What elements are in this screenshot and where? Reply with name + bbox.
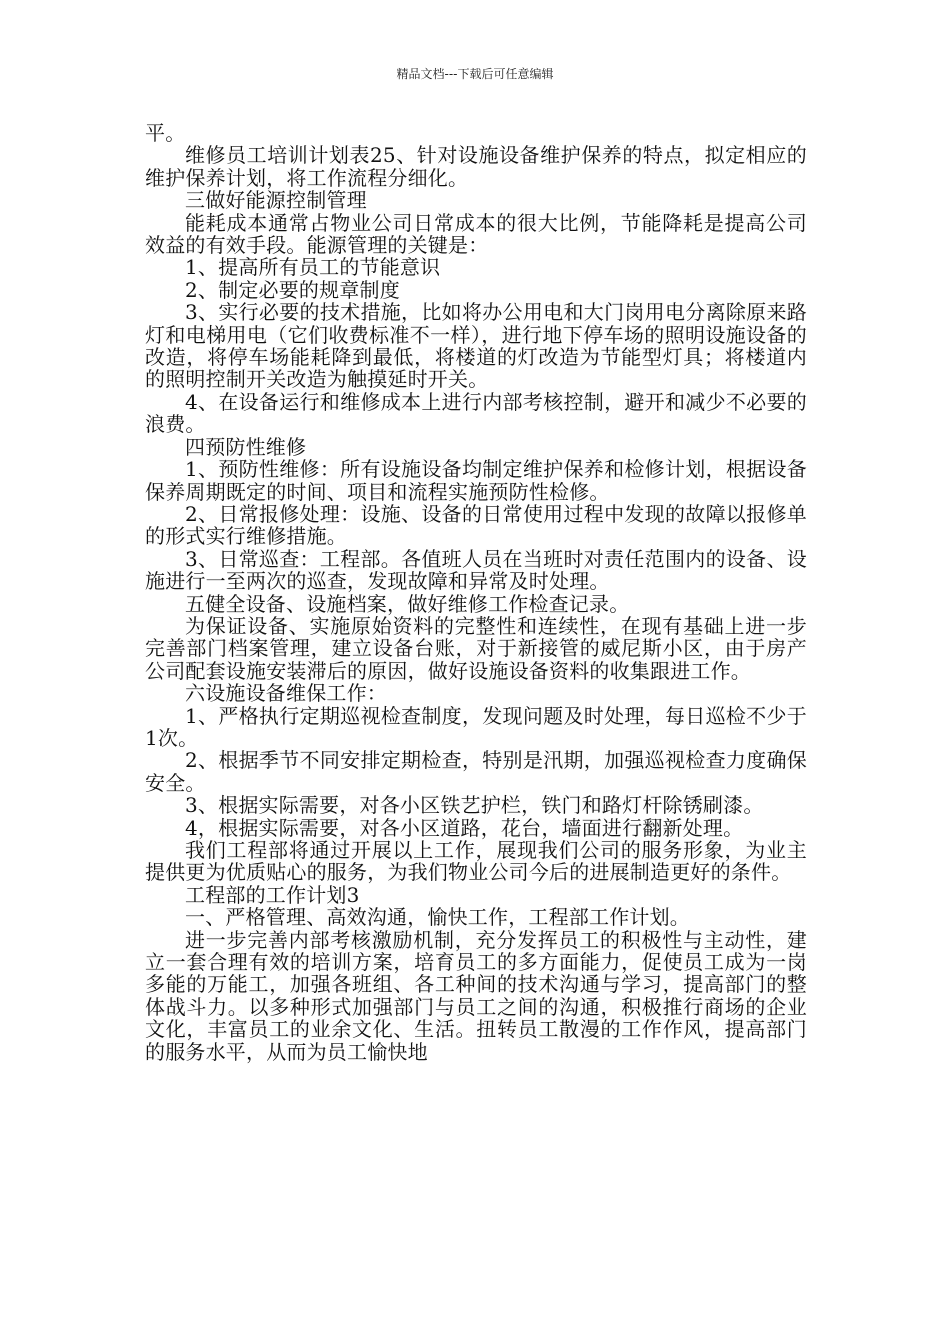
- paragraph: 1、提高所有员工的节能意识: [185, 255, 441, 280]
- paragraph: 1、严格执行定期巡视检查制度，发现问题及时处理，每日巡检不少于1次。: [145, 703, 807, 750]
- paragraph: 2、日常报修处理：设施、设备的日常使用过程中发现的故障以报修单的形式实行维修措施。: [145, 501, 807, 549]
- paragraph: 1、预防性维修：所有设施设备均制定维护保养和检修计划，根据设备保养周期既定的时间、项目和流程实施预防性检修。: [145, 457, 807, 504]
- paragraph: 我们工程部将通过开展以上工作，展现我们公司的服务形象，为业主提供更为优质贴心的服务，为我们物业公司今后的进展制造更好的条件。: [145, 838, 807, 885]
- paragraph: 进一步完善内部考核激励机制，充分发挥员工的积极性与主动性，建立一套合理有效的培训方案，培育员工的多方面能力，促使员工成为一岗多能的万能工，加强各班组、各工种间的技术沟通与学习，提高部门的整体战斗力。以多种形式加强部门与员工之间的沟通，积极推行商场的企业文化，丰富员工的业余文化、生活。扭转员工散漫的工作作风，提高部门的服务水平，从而为员工愉快地: [145, 927, 807, 1064]
- paragraph: 三做好能源控制管理: [185, 188, 367, 213]
- paragraph: 2、根据季节不同安排定期检查，特别是汛期，加强巡视检查力度确保安全。: [145, 748, 807, 795]
- paragraph: 六设施设备维保工作：: [185, 681, 387, 706]
- paragraph: 五健全设备、设施档案，做好维修工作检查记录。: [185, 591, 630, 616]
- paragraph: 工程部的工作计划3: [185, 882, 360, 907]
- document-body: [145, 122, 807, 1063]
- paragraph: 平。: [145, 121, 186, 145]
- paragraph: 4、在设备运行和维修成本上进行内部考核控制，避开和减少不必要的浪费。: [145, 389, 807, 437]
- paragraph: 3、根据实际需要，对各小区铁艺护栏，铁门和路灯杆除锈刷漆。: [185, 793, 764, 818]
- page-header: 精品文档---下载后可任意编辑: [396, 67, 554, 81]
- paragraph: 2、制定必要的规章制度: [185, 277, 400, 302]
- paragraph: 3、日常巡查：工程部。各值班人员在当班时对责任范围内的设备、设施进行一至两次的巡查，发现故障和异常及时处理。: [145, 546, 807, 594]
- paragraph: 四预防性维修: [185, 434, 307, 459]
- paragraph: 维修员工培训计划表25、针对设施设备维护保养的特点，拟定相应的维护保养计划，将工作流程分细化。: [145, 143, 807, 190]
- paragraph: 一、严格管理、高效沟通，愉快工作，工程部工作计划。: [185, 905, 690, 930]
- paragraph: 为保证设备、实施原始资料的完整性和连续性，在现有基础上进一步完善部门档案管理，建立设备台账，对于新接管的威尼斯小区，由于房产公司配套设施安装滞后的原因，做好设施设备资料的收集跟进工作。: [145, 613, 807, 683]
- paragraph: 能耗成本通常占物业公司日常成本的很大比例，节能降耗是提高公司效益的有效手段。能源管理的关键是：: [145, 210, 807, 258]
- paragraph: 3、实行必要的技术措施，比如将办公用电和大门岗用电分离除原来路灯和电梯用电（它们收费标准不一样），进行地下停车场的照明设施设备的改造，将停车场能耗降到最低，将楼道的灯改造为节能型灯具；将楼道内的照明控制开关改造为触摸延时开关。: [145, 300, 807, 392]
- paragraph: 4，根据实际需要，对各小区道路，花台，墙面进行翻新处理。: [185, 815, 744, 840]
